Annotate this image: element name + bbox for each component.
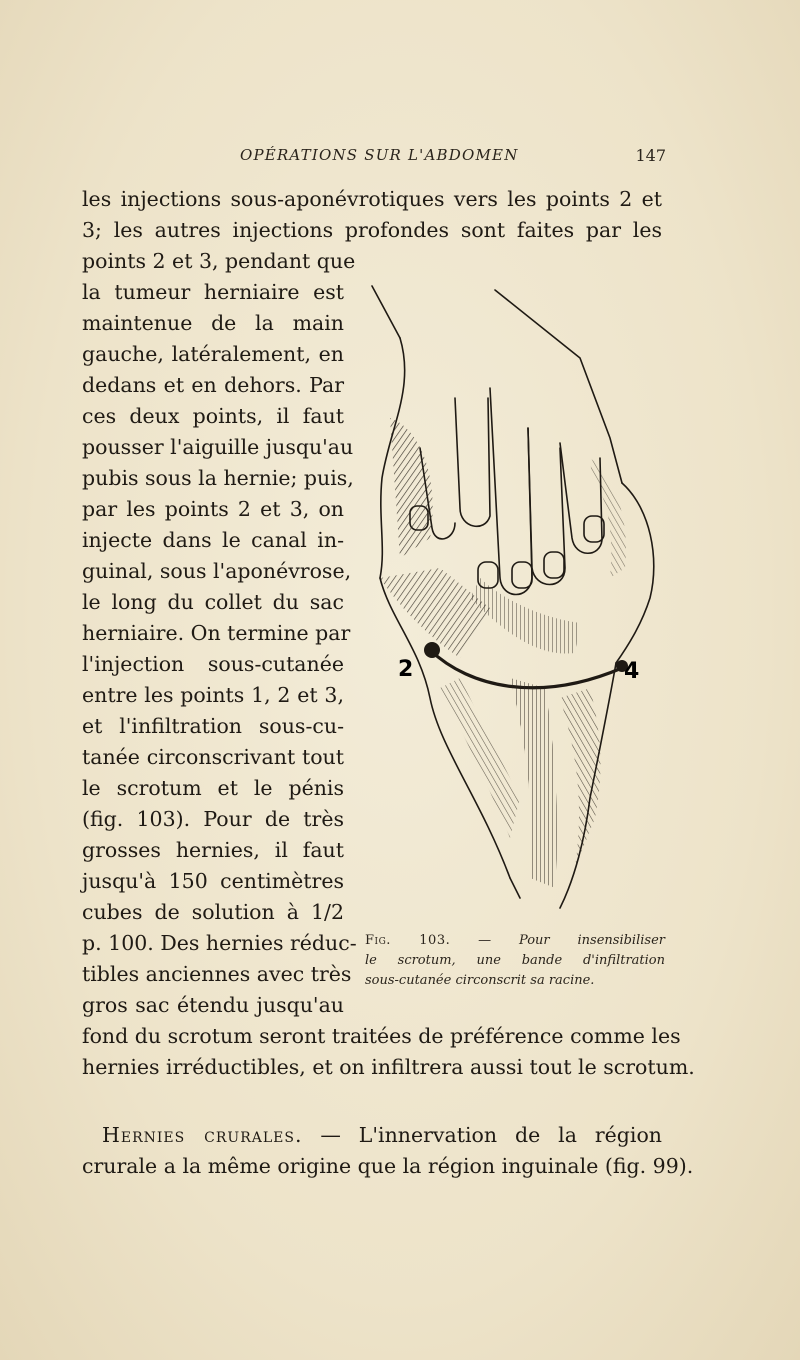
paragraph-line: injecte dans le canal in- xyxy=(82,528,344,552)
paragraph-line: pousser l'aiguille jusqu'au xyxy=(82,435,354,459)
page-header xyxy=(80,146,666,172)
page-number: 147 xyxy=(635,146,666,165)
paragraph-line: maintenue de la main xyxy=(82,311,344,335)
point-label-2: 2 xyxy=(398,657,414,682)
caption-line-2: le scrotum, une bande d'infiltration xyxy=(365,953,665,968)
caption-line-1 xyxy=(365,931,665,951)
caption-dash: — xyxy=(450,933,519,948)
paragraph-line: entre les points 1, 2 et 3, xyxy=(82,683,344,707)
paragraph-line: jusqu'à 150 centimètres xyxy=(82,869,344,893)
paragraph-line: le long du collet du sac xyxy=(82,590,344,614)
paragraph-line: l'injection sous-cutanée xyxy=(82,652,344,676)
paragraph-line: (fig. 103). Pour de très xyxy=(82,807,344,831)
paragraph-line: grosses hernies, il faut xyxy=(82,838,344,862)
paragraph-line: crurale a la même origine que la région inguinale (fig. 99). xyxy=(82,1154,694,1178)
paragraph-line: par les points 2 et 3, on xyxy=(82,497,344,521)
section-text: — L'innervation de la région xyxy=(302,1123,662,1147)
paragraph-line: tibles anciennes avec très xyxy=(82,962,352,986)
paragraph-line: cubes de solution à 1/2 xyxy=(82,900,344,924)
figure-label: Fig. 103. xyxy=(365,933,451,948)
paragraph-line: 3; les autres injections profondes sont faites par les xyxy=(82,218,662,242)
paragraph-line: ces deux points, il faut xyxy=(82,404,344,428)
caption-line-3: sous-cutanée circonscrit sa racine. xyxy=(365,973,595,988)
running-title: OPÉRATIONS SUR L'ABDOMEN xyxy=(240,146,519,164)
paragraph-line: p. 100. Des hernies réduc- xyxy=(82,931,357,955)
paragraph-line: points 2 et 3, pendant que xyxy=(82,249,356,273)
paragraph-line: herniaire. On termine par xyxy=(82,621,351,645)
paragraph-line: les injections sous-aponévrotiques vers les points 2 et xyxy=(82,187,662,211)
paragraph-line: hernies irréductibles, et on infiltrera aussi tout le scrotum. xyxy=(82,1055,695,1079)
paragraph-line: dedans et en dehors. Par xyxy=(82,373,344,397)
paragraph-line: le scrotum et le pénis xyxy=(82,776,344,800)
paragraph-line: gauche, latéralement, en xyxy=(82,342,344,366)
paragraph-line: gros sac étendu jusqu'au xyxy=(82,993,344,1017)
figure-caption xyxy=(365,931,665,991)
point-label-4: 4 xyxy=(624,659,640,684)
paragraph-line: et l'infiltration sous-cu- xyxy=(82,714,344,738)
caption-italic: Pour insensibiliser xyxy=(519,933,665,948)
section-heading-line xyxy=(102,1120,662,1151)
section-lead: Hernies crurales. xyxy=(102,1123,303,1147)
paragraph-line: fond du scrotum seront traitées de préférence comme les xyxy=(82,1024,681,1048)
paragraph-line: pubis sous la hernie; puis, xyxy=(82,466,354,490)
injection-point-2 xyxy=(424,642,440,658)
paragraph-line: la tumeur herniaire est xyxy=(82,280,344,304)
paragraph-line: guinal, sous l'aponévrose, xyxy=(82,559,352,583)
hand-scrotum-illustration xyxy=(360,278,670,918)
paragraph-line: tanée circonscrivant tout xyxy=(82,745,344,769)
